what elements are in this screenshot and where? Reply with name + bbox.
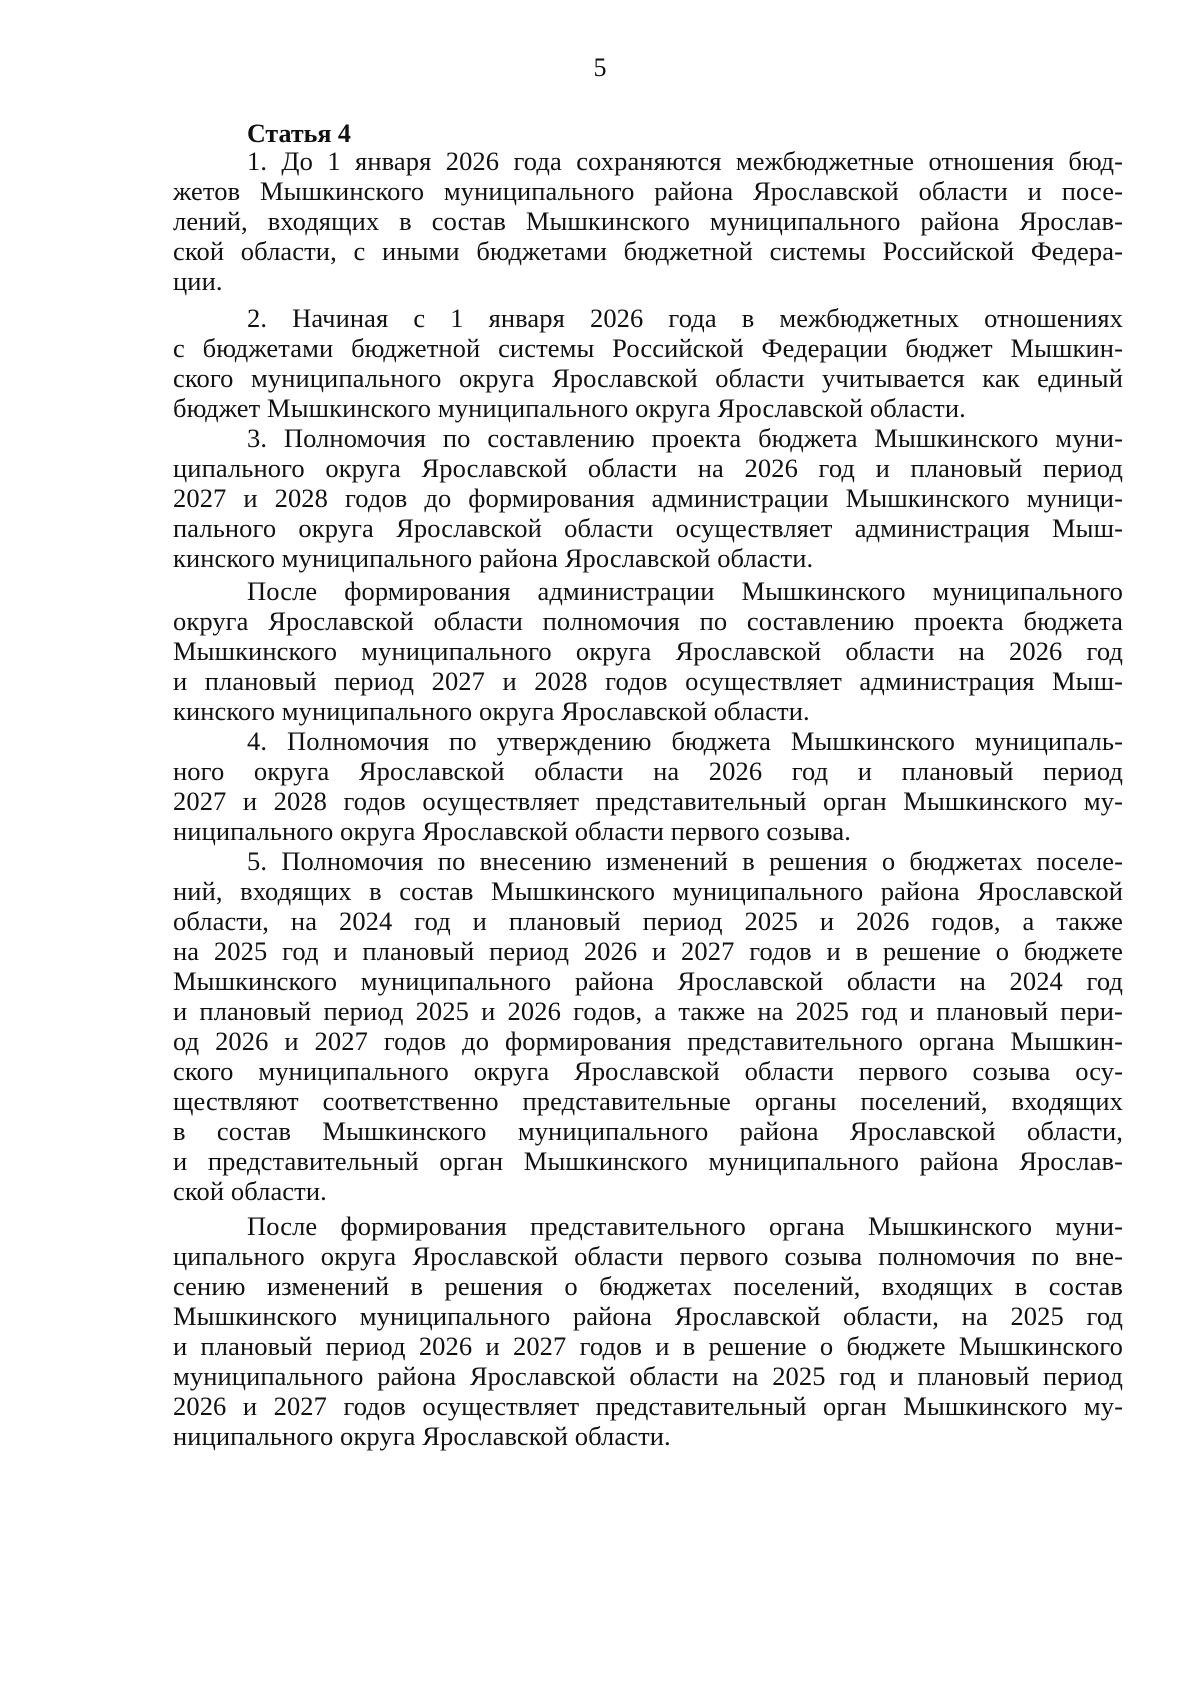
text-line: жетов Мышкинского муниципального района Ярославской области и посе- (173, 176, 1123, 206)
text-line: ского муниципального округа Ярославской области учитывается как единый (173, 363, 1123, 393)
text-line: ской области. (173, 1176, 327, 1206)
text-line: ний, входящих в состав Мышкинского муниципального района Ярославской (173, 876, 1123, 906)
text-line: ского муниципального округа Ярославской области первого созыва осу- (173, 1056, 1123, 1086)
page-number: 5 (593, 53, 607, 82)
text-line: 3. Полномочия по составлению проекта бюджета Мышкинского муни- (247, 423, 1123, 453)
text-line: ции. (173, 266, 223, 296)
text-line: 2026 и 2027 годов осуществляет представительный орган Мышкинского му- (173, 1391, 1123, 1421)
text-line: После формирования представительного органа Мышкинского муни- (247, 1211, 1123, 1241)
text-line: После формирования администрации Мышкинского муниципального (247, 576, 1123, 606)
text-line: кинского муниципального района Ярославской области. (173, 543, 814, 573)
text-line: области, на 2024 год и плановый период 2025 и 2026 годов, а также (173, 906, 1123, 936)
text-line: и плановый период 2027 и 2028 годов осуществляет администрация Мыш- (173, 666, 1123, 696)
text-line: Мышкинского муниципального округа Ярославской области на 2026 год (173, 636, 1123, 666)
text-line: ниципального округа Ярославской области. (173, 1421, 671, 1451)
text-line: с бюджетами бюджетной системы Российской Федерации бюджет Мышкин- (173, 333, 1123, 363)
text-line: бюджет Мышкинского муниципального округа Ярославской области. (173, 393, 966, 423)
text-line: ного округа Ярославской области на 2026 год и плановый период (173, 756, 1123, 786)
text-line: од 2026 и 2027 годов до формирования представительного органа Мышкин- (173, 1026, 1123, 1056)
text-line: округа Ярославской области полномочия по составлению проекта бюджета (173, 606, 1123, 636)
text-line: ской области, с иными бюджетами бюджетной системы Российской Федера- (173, 236, 1123, 266)
text-line: в состав Мышкинского муниципального района Ярославской области, (173, 1116, 1123, 1146)
text-line: и плановый период 2025 и 2026 годов, а также на 2025 год и плановый пери- (173, 996, 1123, 1026)
text-line: 4. Полномочия по утверждению бюджета Мышкинского муниципаль- (247, 726, 1123, 756)
text-line: ципального округа Ярославской области первого созыва полномочия по вне- (173, 1241, 1123, 1271)
text-line: сению изменений в решения о бюджетах поселений, входящих в состав (173, 1271, 1123, 1301)
article-heading: Статья 4 (247, 119, 351, 148)
text-line: ципального округа Ярославской области на 2026 год и плановый период (173, 453, 1123, 483)
text-line: ниципального округа Ярославской области первого созыва. (173, 816, 851, 846)
text-line: на 2025 год и плановый период 2026 и 2027 годов и в решение о бюджете (173, 936, 1123, 966)
text-line: кинского муниципального округа Ярославской области. (173, 696, 810, 726)
text-line: муниципального района Ярославской области на 2025 год и плановый период (173, 1361, 1123, 1391)
text-line: 5. Полномочия по внесению изменений в решения о бюджетах поселе- (247, 846, 1123, 876)
text-line: ществляют соответственно представительные органы поселений, входящих (173, 1086, 1123, 1116)
text-line: 2027 и 2028 годов осуществляет представительный орган Мышкинского му- (173, 786, 1123, 816)
text-line: 2. Начиная с 1 января 2026 года в межбюджетных отношениях (247, 303, 1123, 333)
text-line: 1. До 1 января 2026 года сохраняются межбюджетные отношения бюд- (247, 146, 1123, 176)
text-line: пального округа Ярославской области осуществляет администрация Мыш- (173, 513, 1123, 543)
text-line: 2027 и 2028 годов до формирования администрации Мышкинского муници- (173, 483, 1123, 513)
text-line: Мышкинского муниципального района Ярославской области, на 2025 год (173, 1301, 1123, 1331)
text-line: и представительный орган Мышкинского муниципального района Ярослав- (173, 1146, 1123, 1176)
text-line: и плановый период 2026 и 2027 годов и в решение о бюджете Мышкинского (173, 1331, 1123, 1361)
text-line: лений, входящих в состав Мышкинского муниципального района Ярослав- (173, 206, 1123, 236)
text-line: Мышкинского муниципального района Ярославской области на 2024 год (173, 966, 1123, 996)
